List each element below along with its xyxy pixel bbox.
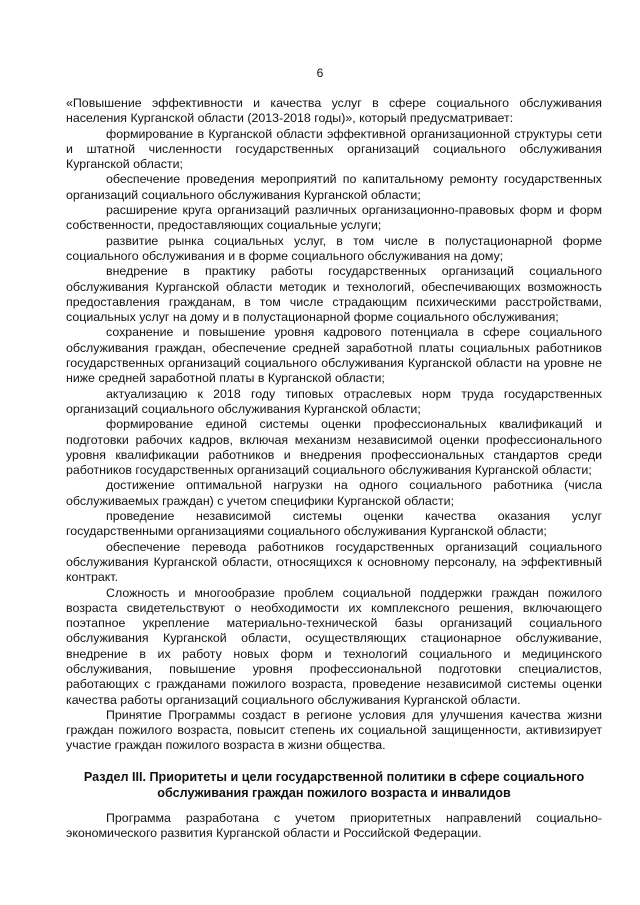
closing-paragraph: Программа разработана с учетом приоритетных направлений социально-экономического развития Курганской области и Российской Федерации. (66, 810, 602, 841)
page-number: 6 (316, 66, 324, 80)
paragraph: актуализацию к 2018 году типовых отраслевых норм труда государственных организаций социального обслуживания Курганской области; (66, 386, 602, 416)
paragraph: сохранение и повышение уровня кадрового потенциала в сфере социального обслуживания граждан, обеспечение средней заработной платы социальных работников государственных организаций социального обслуживания Курганской области на уровне не ниже средней заработной платы в Курганской области; (66, 325, 602, 386)
section-heading (66, 769, 602, 801)
paragraph: Сложность и многообразие проблем социальной поддержки граждан пожилого возраста свидетельствуют о необходимости их комплексного решения, включающего поэтапное укрепление материально-технической базы организаций социального обслуживания Курганской области, осуществляющих стационарное обслуживание, внедрение в их работу новых форм и технологий социального и медицинского обслуживания, повышение уровня профессиональной подготовки специалистов, работающих с гражданами пожилого возраста, проведение независимой системы оценки качества работы организаций социального обслуживания Курганской области. (66, 585, 602, 707)
paragraph: расширение круга организаций различных организационно-правовых форм и форм собственности, предоставляющих социальные услуги; (66, 203, 602, 233)
paragraph: обеспечение перевода работников государственных организаций социального обслуживания Курганской области, относящихся к основному персоналу, на эффективный контракт. (66, 539, 602, 585)
paragraph: формирование единой системы оценки профессиональных квалификаций и подготовки рабочих кадров, включая механизм независимой оценки профессионального уровня квалификации работников и внедрения профессиональных стандартов среди работников государственных организаций социального обслуживания Курганской области; (66, 417, 602, 478)
paragraph: развитие рынка социальных услуг, в том числе в полустационарной форме социального обслуживания и в форме социального обслуживания на дому; (66, 233, 602, 263)
paragraph: проведение независимой системы оценки качества оказания услуг государственными организациями социального обслуживания Курганской области; (66, 509, 602, 539)
document-body (66, 96, 602, 841)
section-heading-line-2: обслуживания граждан пожилого возраста и инвалидов (157, 785, 511, 800)
paragraph-list (66, 96, 602, 754)
section-heading-line-1: Раздел III. Приоритеты и цели государственной политики в сфере социального (83, 769, 585, 784)
paragraph: обеспечение проведения мероприятий по капитальному ремонту государственных организаций социального обслуживания Курганской области; (66, 172, 602, 202)
paragraph: «Повышение эффективности и качества услуг в сфере социального обслуживания населения Курганской области (2013-2018 годы)», который предусматривает: (66, 96, 602, 126)
paragraph: формирование в Курганской области эффективной организационной структуры сети и штатной численности государственных организаций социального обслуживания Курганской области; (66, 126, 602, 172)
paragraph: внедрение в практику работы государственных организаций социального обслуживания Курганской области методик и технологий, обеспечивающих возможность предоставления гражданам, в том числе страдающим психическими расстройствами, социальных услуг на дому и в полустационарной форме социального обслуживания; (66, 264, 602, 325)
paragraph: Принятие Программы создаст в регионе условия для улучшения качества жизни граждан пожилого возраста, повысит степень их социальной защищенности, активизирует участие граждан пожилого возраста в жизни общества. (66, 707, 602, 753)
paragraph: достижение оптимальной нагрузки на одного социального работника (числа обслуживаемых граждан) с учетом специфики Курганской области; (66, 478, 602, 508)
